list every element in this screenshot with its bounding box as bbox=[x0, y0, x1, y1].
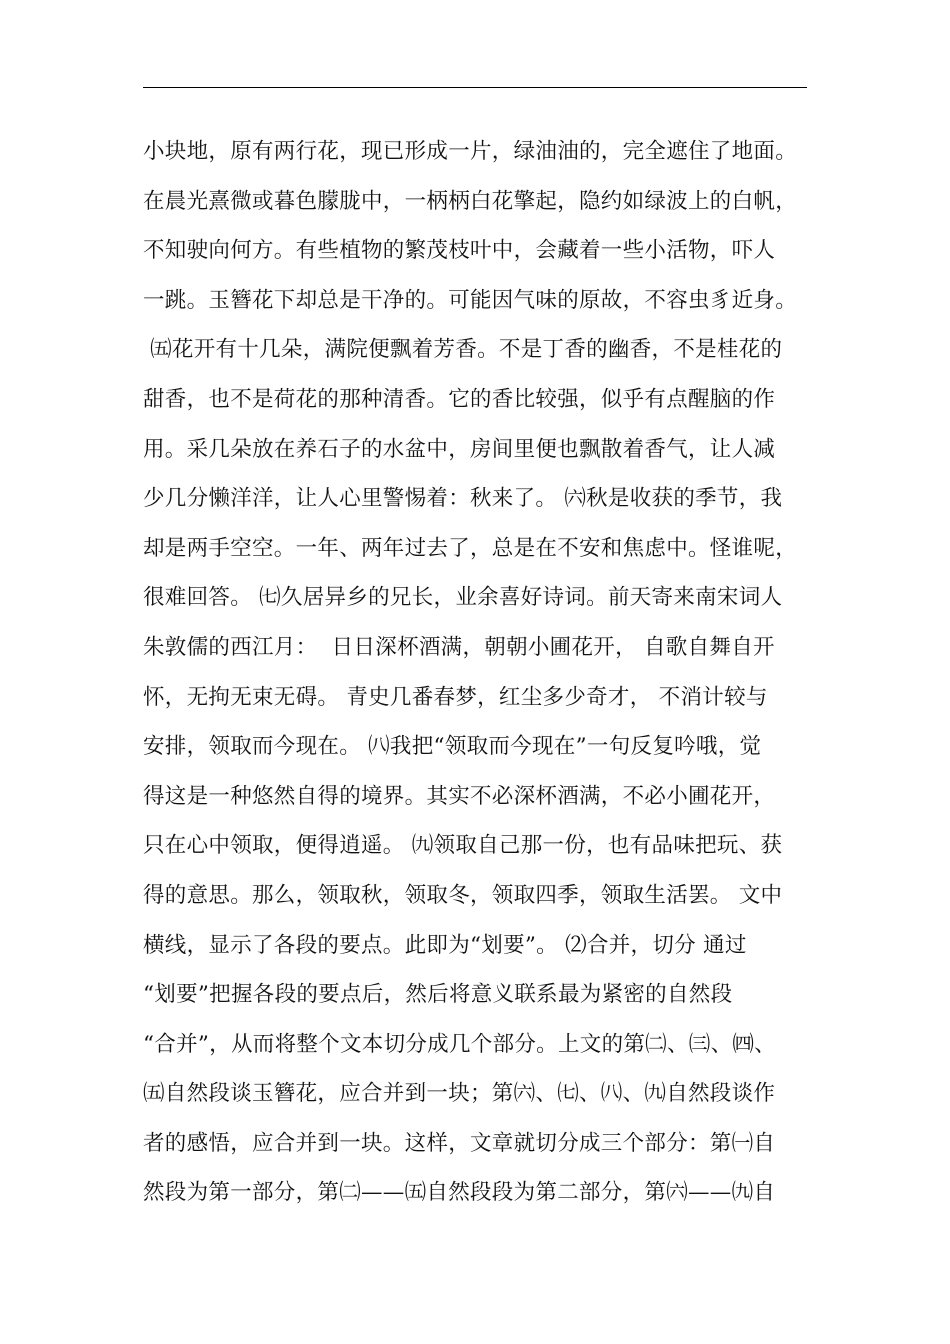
text-line: 者的感悟，应合并到一块。这样，文章就切分成三个部分：第㈠自 bbox=[143, 1130, 776, 1156]
text-line: 却是两手空空。一年、两年过去了，总是在不安和焦虑中。怪谁呢， bbox=[143, 535, 798, 561]
text-line: 然段为第一部分，第㈡——㈤自然段段为第二部分，第㈥——㈨自 bbox=[143, 1180, 776, 1206]
header-rule bbox=[143, 87, 807, 88]
text-line: “划要”把握各段的要点后，然后将意义联系最为紧密的自然段 bbox=[143, 982, 733, 1008]
text-line: 得这是一种悠然自得的境界。其实不必深杯酒满，不必小圃花开， bbox=[143, 783, 776, 809]
text-line: “合并”，从而将整个文本切分成几个部分。上文的第㈡、㈢、㈣、 bbox=[143, 1031, 776, 1057]
text-line: 甜香，也不是荷花的那种清香。它的香比较强，似乎有点醒脑的作 bbox=[143, 386, 776, 412]
text-line: 不知驶向何方。有些植物的繁茂枝叶中，会藏着一些小活物，吓人 bbox=[143, 238, 776, 264]
text-line: 怀，无拘无束无碍。 青史几番春梦，红尘多少奇才， 不消计较与 bbox=[143, 684, 768, 710]
text-line: 用。采几朵放在养石子的水盆中，房间里便也飘散着香气，让人减 bbox=[143, 436, 776, 462]
text-line: 横线，显示了各段的要点。此即为“划要”。 ⑵合并，切分 通过 bbox=[143, 932, 747, 958]
text-line: 朱敦儒的西江月： 日日深杯酒满，朝朝小圃花开， 自歌自舞自开 bbox=[143, 634, 775, 660]
text-line: 很难回答。 ㈦久居异乡的兄长，业余喜好诗词。前天寄来南宋词人 bbox=[143, 585, 783, 611]
text-line: 安排，领取而今现在。 ㈧我把“领取而今现在”一句反复吟哦，觉 bbox=[143, 734, 762, 760]
text-line: 小块地，原有两行花，现已形成一片，绿油油的，完全遮住了地面。 bbox=[143, 139, 798, 164]
text-line: 只在心中领取，便得逍遥。 ㈨领取自己那一份，也有品味把玩、获 bbox=[143, 833, 783, 859]
text-line: 得的意思。那么，领取秋，领取冬，领取四季，领取生活罢。 文中 bbox=[143, 882, 783, 908]
document-body bbox=[143, 132, 823, 1223]
text-line: ㈤花开有十几朵，满院便飘着芳香。不是丁香的幽香，不是桂花的 bbox=[143, 337, 783, 363]
text-line: ㈤自然段谈玉簪花，应合并到一块；第㈥、㈦、㈧、㈨自然段谈作 bbox=[143, 1081, 776, 1107]
text-line: 一跳。玉簪花下却总是干净的。可能因气味的原故，不容虫豸近身。 bbox=[143, 287, 798, 313]
text-line: 少几分懒洋洋，让人心里警惕着：秋来了。 ㈥秋是收获的季节，我 bbox=[143, 486, 783, 512]
text-line: 在晨光熹微或暮色朦胧中，一柄柄白花擎起，隐约如绿波上的白帆， bbox=[143, 188, 798, 214]
